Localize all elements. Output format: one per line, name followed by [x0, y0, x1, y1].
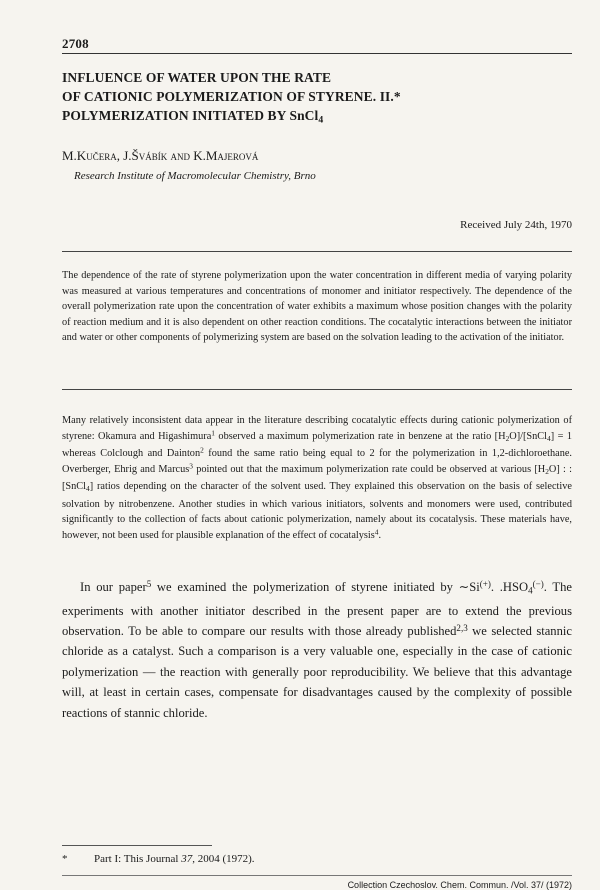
- body-paragraph: [62, 577, 572, 723]
- title-subscript: 4: [318, 114, 324, 126]
- body-text: we selected stannic chloride as a catalyst. Such a comparison is a very valuable one, especially in the case of cationic polymerization — the reaction with generally poor reproducibility. We believe that this advantage will, at least in certain cases, compensate for disadvantages caused by the complexity of possible reactions of stannic chloride.: [62, 624, 572, 720]
- intro-text: found the same ratio being equal to 2 for the polymerization in 1,2-dichloroethane. Overberger, Ehrig and Marcus: [62, 448, 572, 475]
- journal-rule: [62, 875, 572, 876]
- ref-sup: 5: [146, 578, 152, 589]
- ref-sup: 4: [374, 527, 379, 537]
- ref-sup: 1: [211, 428, 215, 438]
- abstract: The dependence of the rate of styrene polymerization upon the water concentration in different media of varying polarity was measured at various temperatures and concentrations of monomer and initiator respectively. The dependence of the overall polymerization rate upon the concentration of water exhibits a maximum whose position changes with the polarity of reaction medium and it is also dependent on other reaction conditions. The cocatalytic interactions between the initiator and water or other components of polymerizing system are based on the solvation leading to the activation of the initiator.: [62, 270, 572, 344]
- abstract-top-rule: [62, 251, 572, 252]
- header-rule: [62, 53, 572, 54]
- intro-text: ] = 1 whereas Colclough and Dainton: [62, 430, 572, 460]
- article-title: [62, 68, 562, 129]
- sub: 2: [505, 433, 510, 443]
- ref-sup: 3: [189, 461, 193, 471]
- sub: 4: [86, 483, 90, 493]
- sup: (−): [532, 578, 544, 589]
- sub: 2: [545, 466, 549, 476]
- affiliation: Research Institute of Macromolecular Chemistry, Brno: [74, 170, 316, 182]
- intro-text: O] : : [SnCl: [62, 463, 572, 493]
- intro-text: observed a maximum polymerization rate in benzene at the ratio [H: [214, 430, 506, 442]
- intro-paragraph: [62, 413, 572, 543]
- intro-text: pointed out that the maximum polymerization rate could be observed at various [H: [192, 463, 546, 475]
- title-line-3: [62, 106, 562, 129]
- intro-text: ] ratios depending on the character of the solvent used. They explained this observation on the basis of selective solvation by nitrobenzene. Another studies in which various initiators, solvents and monomers were used, contributed significantly to the collection of facts about cationic polymerization, namely about its cocatalysis. These materials have, however, not been used for plausible explanation of the effect of cocatalysis: [62, 481, 572, 541]
- intro-text: .: [378, 529, 382, 541]
- intro-text: O]/[SnCl: [509, 430, 548, 442]
- authors: M.Kučera, J.Švábík and K.Majerová: [62, 148, 259, 163]
- ref-sup: 2: [200, 445, 204, 455]
- body-text: . The experiments with another initiator described in the present paper are to extend the previous observation. To be able to compare our results with those already published: [62, 580, 573, 639]
- body-text: . .HSO: [490, 580, 529, 594]
- intro-text: Many relatively inconsistent data appear in the literature describing cocatalytic effects during cationic polymerization of styrene: Okamura and Higashimura: [62, 415, 572, 442]
- footnote-text: , 2004 (1972).: [192, 853, 255, 865]
- footnote-rule: [62, 845, 212, 846]
- footnote-volume: 37: [181, 853, 193, 865]
- body-text: we examined the polymerization of styrene initiated by ∼Si: [151, 580, 480, 594]
- title-line-3-text: POLYMERIZATION INITIATED BY SnCl: [62, 108, 319, 123]
- ref-sup: 2,3: [456, 623, 468, 633]
- sup: (+): [479, 578, 491, 589]
- footnote: [62, 853, 255, 865]
- title-line-1: INFLUENCE OF WATER UPON THE RATE: [62, 70, 332, 85]
- page-number: 2708: [62, 36, 89, 51]
- sub: 4: [528, 585, 533, 596]
- sub: 4: [547, 433, 551, 443]
- received-date: Received July 24th, 1970: [460, 219, 572, 231]
- footnote-mark: *: [62, 853, 68, 865]
- body-text: In our paper: [80, 580, 147, 594]
- journal-citation: Collection Czechoslov. Chem. Commun. /Vol. 37/ (1972): [347, 880, 572, 890]
- title-line-2: OF CATIONIC POLYMERIZATION OF STYRENE. II.*: [62, 89, 401, 104]
- abstract-bottom-rule: [62, 389, 572, 390]
- footnote-text: Part I: This Journal: [94, 853, 182, 865]
